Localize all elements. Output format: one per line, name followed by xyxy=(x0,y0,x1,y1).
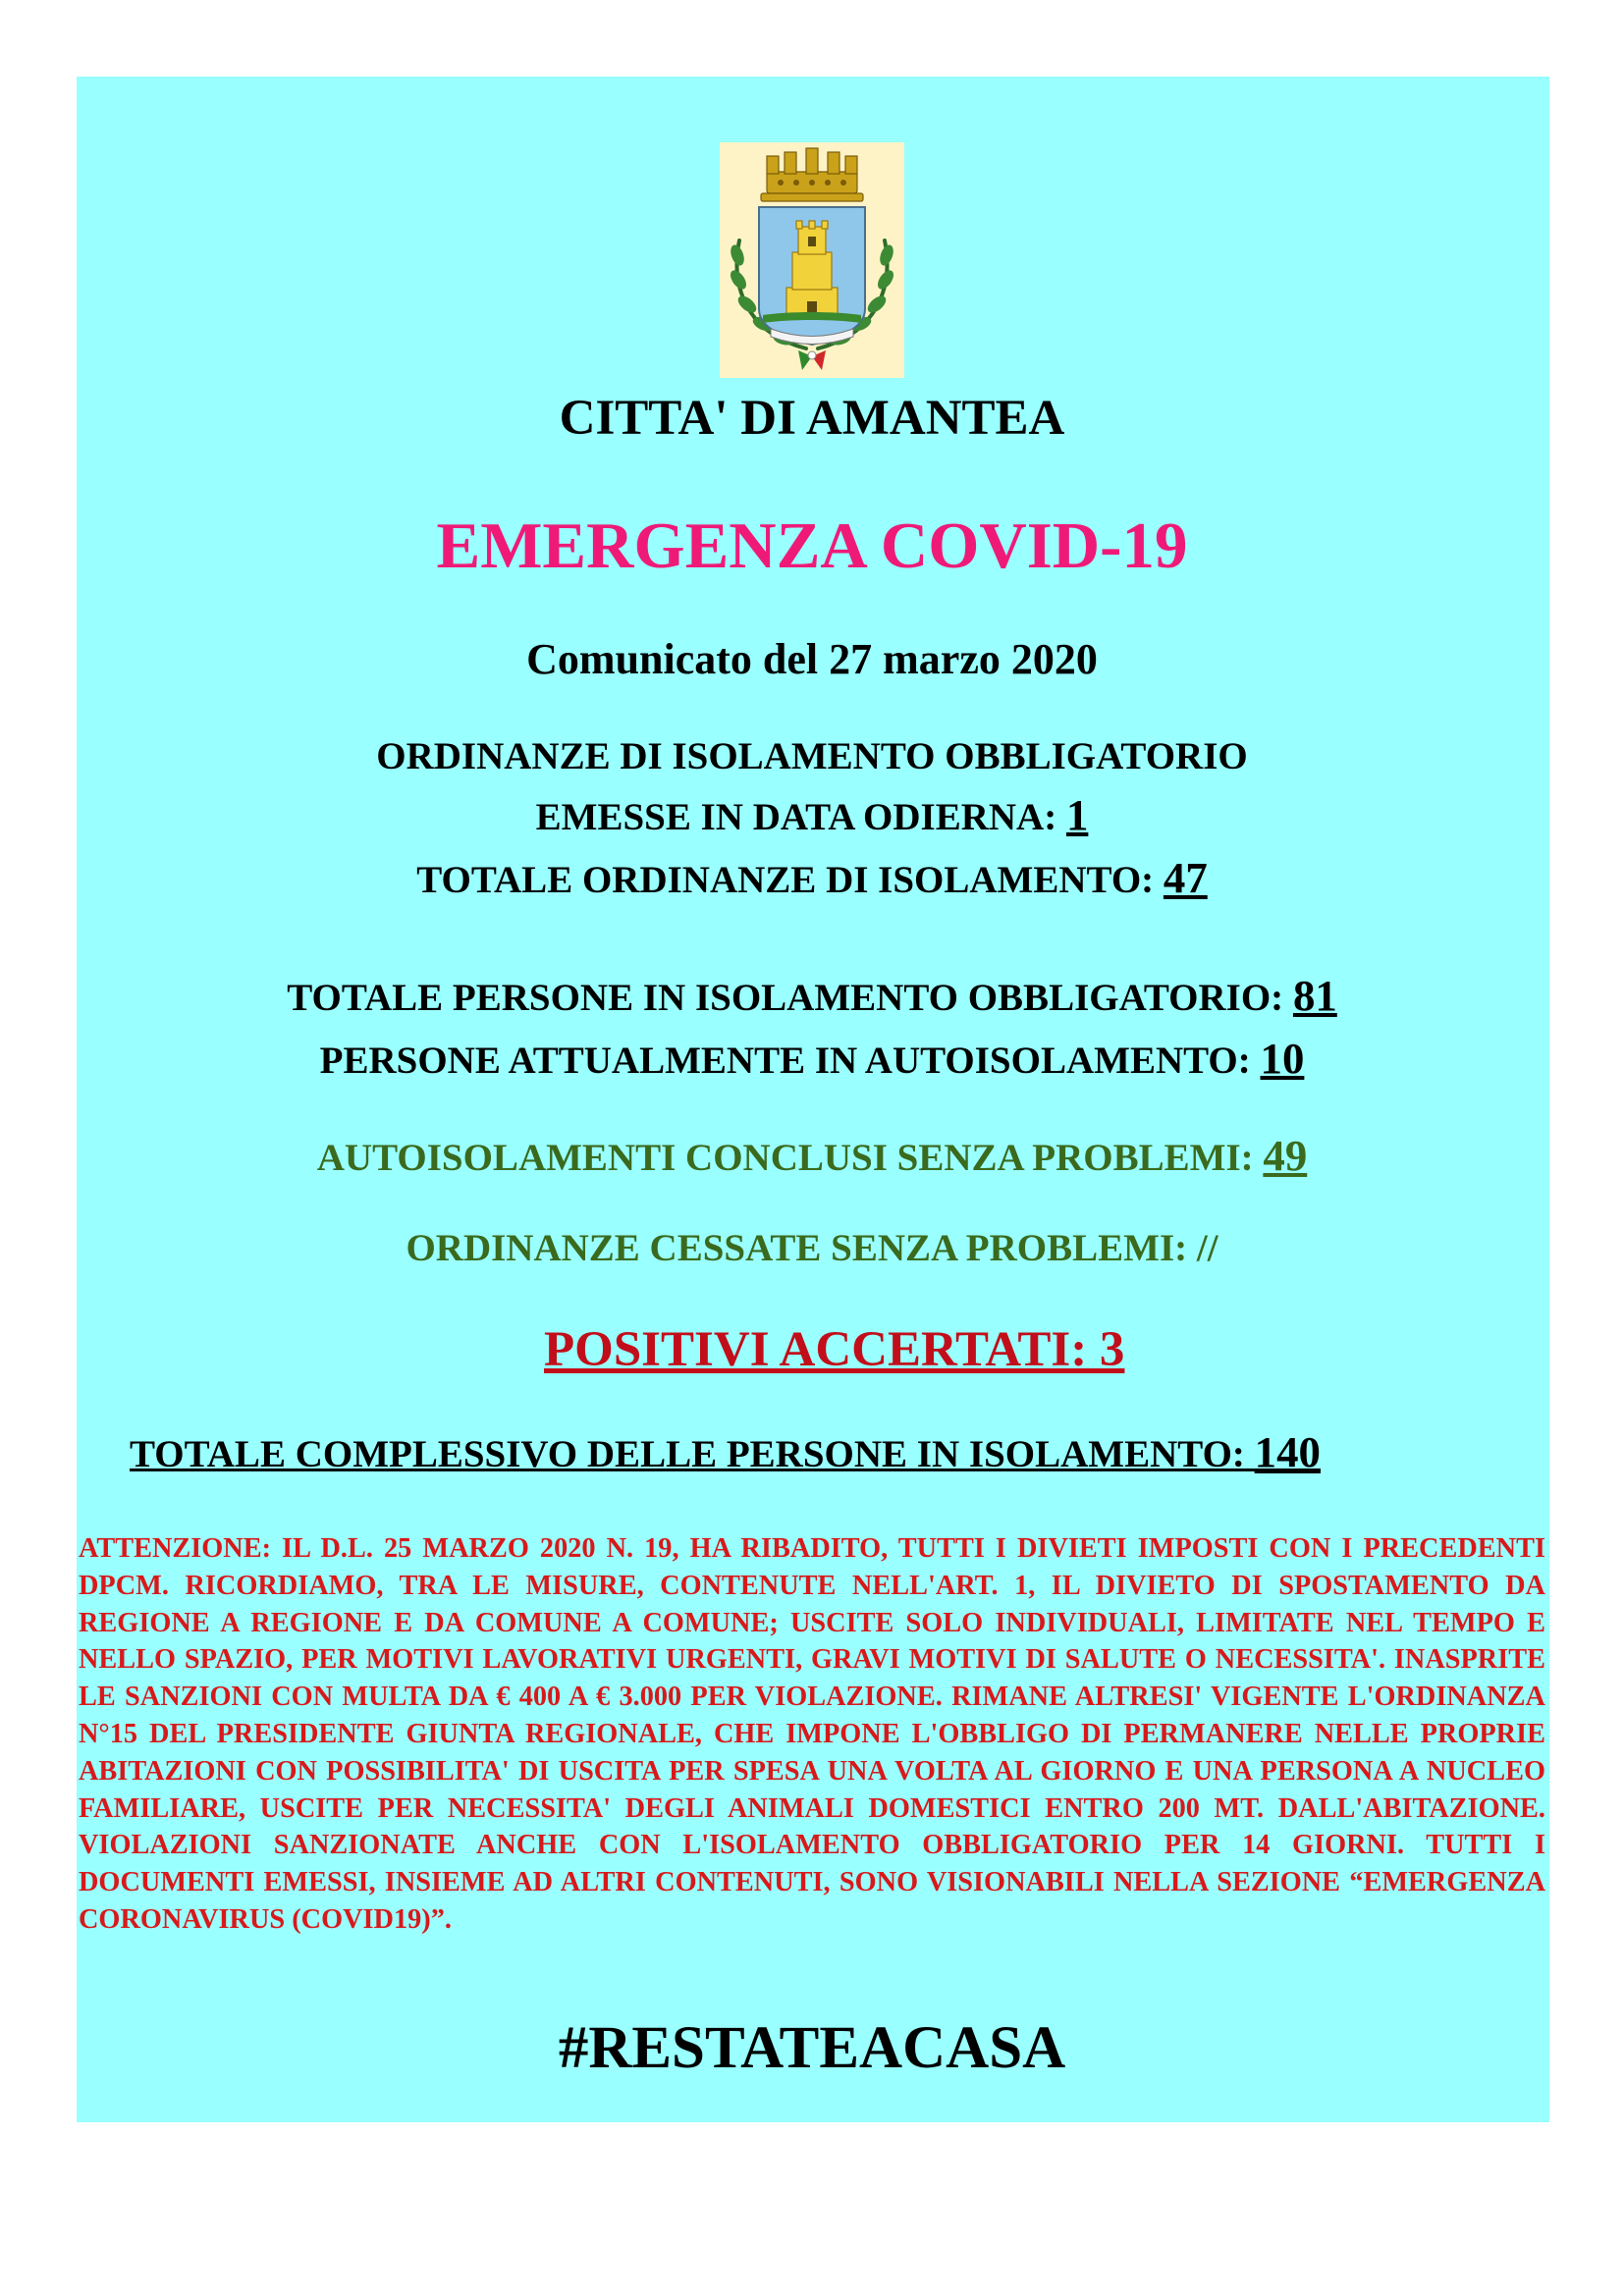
total-isolation-label: TOTALE COMPLESSIVO DELLE PERSONE IN ISOLAMENTO: xyxy=(130,1433,1245,1475)
emergency-title: EMERGENZA COVID-19 xyxy=(436,509,1188,582)
coat-of-arms-icon xyxy=(720,142,904,378)
hashtag: #RESTATEACASA xyxy=(558,2015,1066,2081)
ordinances-today-label: EMESSE IN DATA ODIERNA: xyxy=(535,796,1057,838)
total-isolation-value: 140 xyxy=(1254,1427,1321,1476)
concluded-self-isolations xyxy=(0,1128,1624,1186)
self-isolation-value: 10 xyxy=(1260,1034,1305,1083)
city-name: CITTA' DI AMANTEA xyxy=(559,391,1065,446)
total-isolation xyxy=(130,1423,1321,1483)
communique-date: Comunicato del 27 marzo 2020 xyxy=(526,635,1098,683)
self-isolation xyxy=(0,1031,1624,1089)
ordinances-total xyxy=(0,850,1624,908)
concluded-self-isolations-label: AUTOISOLAMENTI CONCLUSI SENZA PROBLEMI: xyxy=(316,1137,1254,1179)
ordinances-today xyxy=(0,787,1624,845)
mandatory-isolation-value: 81 xyxy=(1292,971,1337,1020)
mandatory-isolation-label: TOTALE PERSONE IN ISOLAMENTO OBBLIGATORIO: xyxy=(287,977,1284,1019)
ceased-ordinances: ORDINANZE CESSATE SENZA PROBLEMI: // xyxy=(406,1227,1218,1269)
self-isolation-label: PERSONE ATTUALMENTE IN AUTOISOLAMENTO: xyxy=(319,1040,1251,1082)
concluded-self-isolations-value: 49 xyxy=(1263,1131,1308,1180)
ordinances-heading: ORDINANZE DI ISOLAMENTO OBBLIGATORIO xyxy=(376,735,1248,777)
confirmed-positives: POSITIVI ACCERTATI: 3 xyxy=(544,1322,1125,1377)
warning-notice: ATTENZIONE: IL D.L. 25 MARZO 2020 N. 19, HA RIBADITO, TUTTI I DIVIETI IMPOSTI CON I PRECEDENTI DPCM. RICORDIAMO, TRA LE MISURE, CONTENUTE NELL'ART. 1, IL DIVIETO DI SPOSTAMENTO DA REGIONE A REGIONE E DA COMUNE A COMUNE; USCITE SOLO INDIVIDUALI, LIMITATE NEL TEMPO E NELLO SPAZIO, PER MOTIVI LAVORATIVI URGENTI, GRAVI MOTIVI DI SALUTE O NECESSITA'. INASPRITE LE SANZIONI CON MULTA DA € 400 A € 3.000 PER VIOLAZIONE. RIMANE ALTRESI' VIGENTE L'ORDINANZA N°15 DEL PRESIDENTE GIUNTA REGIONALE, CHE IMPONE L'OBBLIGO DI PERMANERE NELLE PROPRIE ABITAZIONI CON POSSIBILITA' DI USCITA PER SPESA UNA VOLTA AL GIORNO E UNA PERSONA A NUCLEO FAMILIARE, USCITE PER NECESSITA' DEGLI ANIMALI DOMESTICI ENTRO 200 MT. DALL'ABITAZIONE. VIOLAZIONI SANZIONATE ANCHE CON L'ISOLAMENTO OBBLIGATORIO PER 14 GIORNI. TUTTI I DOCUMENTI EMESSI, INSIEME AD ALTRI CONTENUTI, SONO VISIONABILI NELLA SEZIONE “EMERGENZA CORONAVIRUS (COVID19)”. xyxy=(79,1533,1545,1935)
ordinances-total-value: 47 xyxy=(1163,853,1208,902)
mandatory-isolation xyxy=(0,968,1624,1026)
ordinances-total-label: TOTALE ORDINANZE DI ISOLAMENTO: xyxy=(416,859,1155,901)
ordinances-today-value: 1 xyxy=(1065,790,1089,839)
